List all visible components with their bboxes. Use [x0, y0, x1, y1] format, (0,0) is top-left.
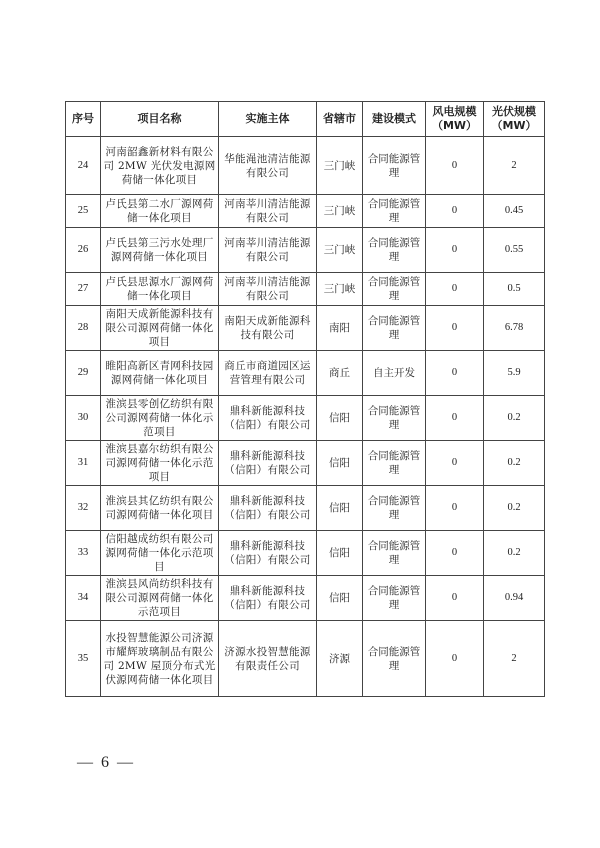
row-number: 27: [66, 273, 101, 306]
entity-name: 鼎科新能源科技（信阳）有限公司: [219, 531, 317, 576]
wind-capacity: 0: [426, 228, 484, 273]
header-wind: 风电规模（MW）: [426, 102, 484, 137]
wind-capacity: 0: [426, 621, 484, 697]
project-name: 水投智慧能源公司济源市耀辉玻璃制品有限公司 2MW 屋顶分布式光伏源网荷储一体化项目: [101, 621, 219, 697]
table-row: [66, 441, 545, 486]
construction-mode: 合同能源管理: [363, 273, 426, 306]
table-body: [66, 137, 545, 697]
project-name: 河南韶鑫新材料有限公司 2MW 光伏发电源网荷储一体化项目: [101, 137, 219, 195]
city-name: 信阳: [317, 531, 363, 576]
construction-mode: 合同能源管理: [363, 486, 426, 531]
wind-capacity: 0: [426, 137, 484, 195]
construction-mode: 合同能源管理: [363, 621, 426, 697]
wind-capacity: 0: [426, 531, 484, 576]
construction-mode: 合同能源管理: [363, 195, 426, 228]
project-name: 南阳天成新能源科技有限公司源网荷储一体化项目: [101, 306, 219, 351]
pv-capacity: 0.45: [484, 195, 545, 228]
header-mode: 建设模式: [363, 102, 426, 137]
table-row: [66, 306, 545, 351]
city-name: 三门峡: [317, 228, 363, 273]
entity-name: 河南莘川清洁能源有限公司: [219, 228, 317, 273]
entity-name: 鼎科新能源科技（信阳）有限公司: [219, 441, 317, 486]
construction-mode: 合同能源管理: [363, 306, 426, 351]
project-name: 淮滨县嘉尔纺织有限公司源网荷储一体化示范项目: [101, 441, 219, 486]
project-name: 卢氏县第二水厂源网荷储一体化项目: [101, 195, 219, 228]
table-row: [66, 351, 545, 396]
row-number: 32: [66, 486, 101, 531]
row-number: 35: [66, 621, 101, 697]
pv-capacity: 0.2: [484, 531, 545, 576]
project-name: 信阳越成纺织有限公司源网荷储一体化示范项目: [101, 531, 219, 576]
project-name: 卢氏县第三污水处理厂源网荷储一体化项目: [101, 228, 219, 273]
entity-name: 华能渑池清洁能源有限公司: [219, 137, 317, 195]
pv-capacity: 6.78: [484, 306, 545, 351]
projects-table: [65, 101, 545, 697]
pv-capacity: 0.5: [484, 273, 545, 306]
page-number: — 6 —: [77, 754, 135, 771]
table-row: [66, 576, 545, 621]
table-row: [66, 486, 545, 531]
construction-mode: 合同能源管理: [363, 396, 426, 441]
table-header-row: [66, 102, 545, 137]
entity-name: 河南莘川清洁能源有限公司: [219, 273, 317, 306]
construction-mode: 自主开发: [363, 351, 426, 396]
row-number: 24: [66, 137, 101, 195]
table-row: [66, 531, 545, 576]
pv-capacity: 2: [484, 137, 545, 195]
city-name: 信阳: [317, 396, 363, 441]
pv-capacity: 0.2: [484, 486, 545, 531]
row-number: 31: [66, 441, 101, 486]
construction-mode: 合同能源管理: [363, 576, 426, 621]
city-name: 三门峡: [317, 273, 363, 306]
row-number: 33: [66, 531, 101, 576]
city-name: 三门峡: [317, 195, 363, 228]
table-row: [66, 396, 545, 441]
city-name: 三门峡: [317, 137, 363, 195]
project-name: 淮滨县风尚纺织科技有限公司源网荷储一体化 示范项目: [101, 576, 219, 621]
header-pv: 光伏规模（MW）: [484, 102, 545, 137]
pv-capacity: 0.94: [484, 576, 545, 621]
table-row: [66, 195, 545, 228]
wind-capacity: 0: [426, 351, 484, 396]
wind-capacity: 0: [426, 396, 484, 441]
table-row: [66, 621, 545, 697]
pv-capacity: 0.55: [484, 228, 545, 273]
table-row: [66, 273, 545, 306]
entity-name: 济源水投智慧能源有限责任公司: [219, 621, 317, 697]
entity-name: 鼎科新能源科技（信阳）有限公司: [219, 396, 317, 441]
construction-mode: 合同能源管理: [363, 531, 426, 576]
pv-capacity: 5.9: [484, 351, 545, 396]
construction-mode: 合同能源管理: [363, 228, 426, 273]
row-number: 25: [66, 195, 101, 228]
project-name: 淮滨县其亿纺织有限公司源网荷储一体化项目: [101, 486, 219, 531]
entity-name: 商丘市商道园区运营管理有限公司: [219, 351, 317, 396]
pv-capacity: 2: [484, 621, 545, 697]
row-number: 28: [66, 306, 101, 351]
construction-mode: 合同能源管理: [363, 137, 426, 195]
entity-name: 鼎科新能源科技（信阳）有限公司: [219, 486, 317, 531]
entity-name: 南阳天成新能源科技有限公司: [219, 306, 317, 351]
header-city: 省辖市: [317, 102, 363, 137]
wind-capacity: 0: [426, 486, 484, 531]
pv-capacity: 0.2: [484, 396, 545, 441]
table-row: [66, 137, 545, 195]
city-name: 信阳: [317, 576, 363, 621]
project-name: 淮滨县零创亿纺织有限公司源网荷储一体化示范项目: [101, 396, 219, 441]
wind-capacity: 0: [426, 273, 484, 306]
wind-capacity: 0: [426, 441, 484, 486]
header-no: 序号: [66, 102, 101, 137]
construction-mode: 合同能源管理: [363, 441, 426, 486]
header-entity: 实施主体: [219, 102, 317, 137]
wind-capacity: 0: [426, 306, 484, 351]
row-number: 29: [66, 351, 101, 396]
pv-capacity: 0.2: [484, 441, 545, 486]
header-project-name: 项目名称: [101, 102, 219, 137]
city-name: 济源: [317, 621, 363, 697]
city-name: 商丘: [317, 351, 363, 396]
wind-capacity: 0: [426, 195, 484, 228]
wind-capacity: 0: [426, 576, 484, 621]
project-name: 卢氏县思源水厂源网荷储一体化项目: [101, 273, 219, 306]
project-name: 睢阳高新区青网科技园源网荷储一体化项目: [101, 351, 219, 396]
city-name: 信阳: [317, 441, 363, 486]
row-number: 26: [66, 228, 101, 273]
city-name: 南阳: [317, 306, 363, 351]
row-number: 30: [66, 396, 101, 441]
row-number: 34: [66, 576, 101, 621]
entity-name: 河南莘川清洁能源有限公司: [219, 195, 317, 228]
table-row: [66, 228, 545, 273]
city-name: 信阳: [317, 486, 363, 531]
entity-name: 鼎科新能源科技（信阳）有限公司: [219, 576, 317, 621]
